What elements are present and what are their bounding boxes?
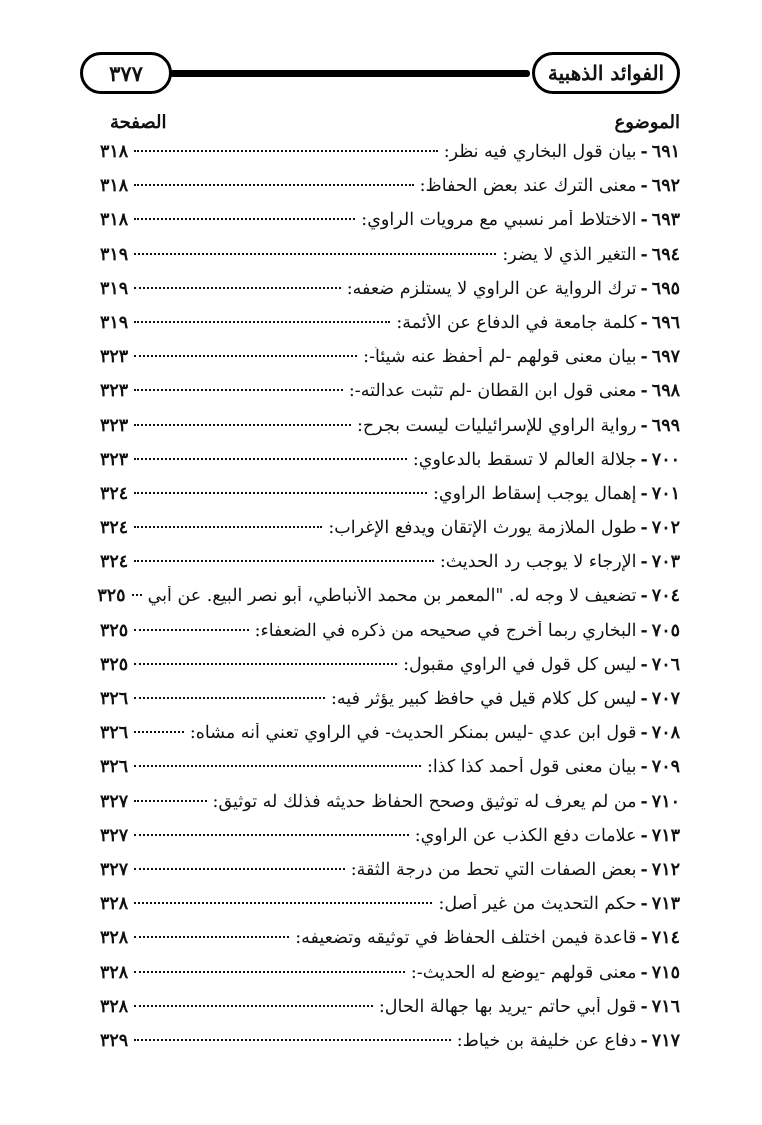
- dot-leader: [134, 150, 438, 152]
- entry-page: ٣١٨: [100, 210, 129, 231]
- dot-leader: [134, 902, 432, 904]
- entry-page: ٣٢٣: [100, 415, 129, 436]
- entry-page: ٣٢٨: [100, 962, 129, 983]
- entry-number: ٧٠٤: [651, 586, 680, 607]
- entry-title: رواية الراوي للإسرائيليات ليست بجرح:: [356, 415, 637, 436]
- entry-page: ٣٢٤: [100, 552, 129, 573]
- entry-title: بيان معنى قولهم -لم أحفظ عنه شيئاً-:: [363, 347, 637, 368]
- entry-dash: -: [640, 244, 648, 265]
- entry-page: ٣١٨: [100, 142, 129, 162]
- entry-dash: -: [640, 518, 648, 539]
- dot-leader: [134, 1005, 373, 1007]
- entry-page: ٣٢٧: [100, 791, 129, 812]
- toc-entry: [100, 381, 680, 415]
- entry-title: معنى قول ابن القطان -لم تثبت عدالته-:: [348, 381, 637, 402]
- entry-page: ٣٢٥: [97, 586, 126, 607]
- entry-page: ٣٢٩: [100, 1030, 129, 1051]
- entry-dash: -: [640, 620, 648, 641]
- entry-number: ٧٠٧: [651, 689, 680, 709]
- entry-title: علامات دفع الكذب عن الراوي:: [414, 825, 637, 846]
- toc-entry: [100, 792, 680, 826]
- entry-dash: -: [640, 996, 648, 1017]
- toc-entry: [100, 826, 680, 860]
- entry-page: ٣١٩: [100, 312, 129, 333]
- entry-dash: -: [640, 962, 648, 983]
- dot-leader: [134, 765, 421, 767]
- toc-list: [97, 142, 680, 1065]
- entry-page: ٣٢٥: [100, 620, 129, 641]
- toc-entry: [100, 176, 680, 210]
- dot-leader: [132, 594, 142, 596]
- entry-dash: -: [640, 312, 648, 333]
- toc-entry: [100, 757, 680, 791]
- toc-entry: [100, 450, 680, 484]
- entry-title: جلالة العالم لا تسقط بالدعاوي:: [412, 449, 637, 470]
- toc-entry: [100, 347, 680, 381]
- dot-leader: [134, 355, 357, 357]
- dot-leader: [134, 834, 409, 836]
- toc-entry: [100, 416, 680, 450]
- dot-leader: [134, 697, 325, 699]
- toc-entry: [100, 894, 680, 928]
- entry-title: التغير الذي لا يضر:: [502, 244, 637, 265]
- entry-title: الإرجاء لا يوجب رد الحديث:: [439, 552, 637, 573]
- entry-title: قول ابن عدي -ليس بمنكر الحديث- في الراوي تعني أنه مشاه:: [189, 723, 637, 744]
- entry-title: البخاري ربما أخرج في صحيحه من ذكره في الضعفاء:: [254, 620, 637, 641]
- toc-entry: [100, 621, 680, 655]
- entry-title: الاختلاط أمر نسبي مع مرويات الراوي:: [361, 210, 637, 231]
- toc-entry: [100, 860, 680, 894]
- entry-number: ٦٩٤: [651, 244, 680, 265]
- entry-number: ٧١٥: [651, 962, 680, 983]
- toc-entry: [100, 963, 680, 997]
- dot-leader: [134, 663, 397, 665]
- entry-dash: -: [640, 689, 648, 709]
- entry-dash: -: [640, 449, 648, 470]
- toc-entry: [100, 210, 680, 244]
- entry-page: ٣١٩: [100, 278, 129, 299]
- entry-page: ٣٢٤: [100, 518, 129, 539]
- entry-dash: -: [640, 586, 648, 607]
- dot-leader: [134, 389, 343, 391]
- entry-dash: -: [640, 894, 648, 915]
- dot-leader: [134, 629, 248, 631]
- toc-entry: [100, 689, 680, 723]
- toc-entry: [100, 552, 680, 586]
- entry-title: قول أبي حاتم -يريد بها جهالة الحال:: [378, 996, 637, 1017]
- entry-dash: -: [640, 928, 648, 949]
- dot-leader: [134, 731, 184, 733]
- toc-entry: [100, 997, 680, 1031]
- dot-leader: [134, 424, 351, 426]
- entry-number: ٦٩١: [651, 142, 680, 162]
- entry-number: ٧٠٦: [651, 654, 680, 675]
- toc-entry: [100, 723, 680, 757]
- column-heading-page: الصفحة: [110, 112, 167, 133]
- entry-page: ٣٢٧: [100, 825, 129, 846]
- entry-page: ٣١٩: [100, 244, 129, 265]
- dot-leader: [134, 184, 413, 186]
- entry-title: إهمال يوجب إسقاط الراوي:: [433, 483, 637, 504]
- header-rule: [170, 70, 530, 77]
- page-number: ٣٧٧: [80, 52, 172, 94]
- toc-entry: [100, 313, 680, 347]
- entry-dash: -: [640, 654, 648, 675]
- dot-leader: [134, 458, 407, 460]
- entry-page: ٣٢٣: [100, 449, 129, 470]
- entry-page: ٣٢٣: [100, 381, 129, 402]
- toc-entry: [100, 484, 680, 518]
- entry-number: ٧١٢: [651, 859, 680, 880]
- entry-number: ٧٠٩: [651, 757, 680, 778]
- entry-dash: -: [640, 142, 648, 162]
- entry-dash: -: [640, 483, 648, 504]
- entry-title: بيان معنى قول أحمد كذا كذا:: [426, 757, 637, 778]
- dot-leader: [134, 560, 434, 562]
- toc-entry: [100, 245, 680, 279]
- entry-number: ٦٩٧: [651, 347, 680, 368]
- entry-dash: -: [640, 791, 648, 812]
- entry-page: ٣٢٥: [100, 654, 129, 675]
- dot-leader: [134, 971, 405, 973]
- dot-leader: [134, 868, 345, 870]
- entry-title: قاعدة فيمن اختلف الحفاظ في توثيقه وتضعيفه:: [295, 928, 637, 949]
- entry-title: تضعيف لا وجه له. "المعمر بن محمد الأنباطي، أبو نصر البيع. عن أبي: [147, 586, 637, 607]
- dot-leader: [134, 1039, 451, 1041]
- entry-page: ٣٢٨: [100, 996, 129, 1017]
- entry-dash: -: [640, 176, 648, 197]
- entry-dash: -: [640, 723, 648, 744]
- entry-dash: -: [640, 825, 648, 846]
- entry-number: ٧١٣: [651, 825, 680, 846]
- entry-page: ٣٢٨: [100, 894, 129, 915]
- entry-page: ٣٢٧: [100, 859, 129, 880]
- entry-title: ليس كل قول في الراوي مقبول:: [403, 654, 637, 675]
- toc-entry: [100, 518, 680, 552]
- dot-leader: [134, 253, 496, 255]
- toc-entry: [100, 655, 680, 689]
- entry-number: ٦٩٩: [651, 415, 680, 436]
- entry-number: ٦٩٨: [651, 381, 680, 402]
- entry-number: ٦٩٥: [651, 278, 680, 299]
- toc-entry: [100, 142, 680, 176]
- entry-page: ٣٢٣: [100, 347, 129, 368]
- entry-title: ليس كل كلام قيل في حافظ كبير يؤثر فيه:: [331, 689, 637, 709]
- dot-leader: [134, 321, 390, 323]
- entry-title: بيان قول البخاري فيه نظر:: [443, 142, 637, 162]
- entry-number: ٧٠٨: [651, 723, 680, 744]
- entry-number: ٧٠٥: [651, 620, 680, 641]
- entry-dash: -: [640, 757, 648, 778]
- entry-dash: -: [640, 1030, 648, 1051]
- book-title: الفوائد الذهبية: [532, 52, 680, 94]
- toc-entry: [97, 586, 680, 620]
- entry-title: طول الملازمة يورث الإتقان ويدفع الإغراب:: [328, 518, 637, 539]
- entry-page: ٣٢٦: [100, 723, 129, 744]
- entry-number: ٧٠١: [651, 483, 680, 504]
- dot-leader: [134, 526, 322, 528]
- dot-leader: [134, 936, 289, 938]
- dot-leader: [134, 492, 427, 494]
- entry-dash: -: [640, 859, 648, 880]
- entry-page: ٣٢٤: [100, 483, 129, 504]
- entry-title: ترك الرواية عن الراوي لا يستلزم ضعفه:: [346, 278, 637, 299]
- page-header: [80, 52, 680, 96]
- entry-page: ٣١٨: [100, 176, 129, 197]
- entry-number: ٧٠٢: [651, 518, 680, 539]
- dot-leader: [134, 287, 341, 289]
- entry-dash: -: [640, 278, 648, 299]
- entry-title: كلمة جامعة في الدفاع عن الأئمة:: [396, 312, 637, 333]
- entry-page: ٣٢٦: [100, 757, 129, 778]
- entry-title: بعض الصفات التي تحط من درجة الثقة:: [350, 859, 637, 880]
- dot-leader: [134, 218, 355, 220]
- entry-number: ٦٩٢: [651, 176, 680, 197]
- entry-page: ٣٢٦: [100, 689, 129, 709]
- entry-title: دفاع عن خليفة بن خياط:: [456, 1030, 637, 1051]
- entry-dash: -: [640, 210, 648, 231]
- toc-entry: [100, 928, 680, 962]
- entry-number: ٧١٧: [651, 1030, 680, 1051]
- entry-dash: -: [640, 552, 648, 573]
- entry-number: ٧١٤: [651, 928, 680, 949]
- entry-dash: -: [640, 381, 648, 402]
- toc-entry: [100, 1031, 680, 1065]
- entry-number: ٦٩٦: [651, 312, 680, 333]
- entry-title: معنى الترك عند بعض الحفاظ:: [419, 176, 637, 197]
- entry-number: ٧١٦: [651, 996, 680, 1017]
- entry-page: ٣٢٨: [100, 928, 129, 949]
- entry-title: حكم التحديث من غير أصل:: [438, 894, 637, 915]
- entry-dash: -: [640, 347, 648, 368]
- entry-title: معنى قولهم -يوضع له الحديث-:: [410, 962, 637, 983]
- entry-number: ٧٠٣: [651, 552, 680, 573]
- dot-leader: [134, 800, 206, 802]
- entry-number: ٦٩٣: [651, 210, 680, 231]
- entry-number: ٧٠٠: [651, 449, 680, 470]
- entry-dash: -: [640, 415, 648, 436]
- entry-number: ٧١٠: [651, 791, 680, 812]
- column-heading-topic: الموضوع: [614, 112, 680, 133]
- entry-title: من لم يعرف له توثيق وصحح الحفاظ حديثه فذلك له توثيق:: [212, 791, 637, 812]
- entry-number: ٧١٣: [651, 894, 680, 915]
- toc-entry: [100, 279, 680, 313]
